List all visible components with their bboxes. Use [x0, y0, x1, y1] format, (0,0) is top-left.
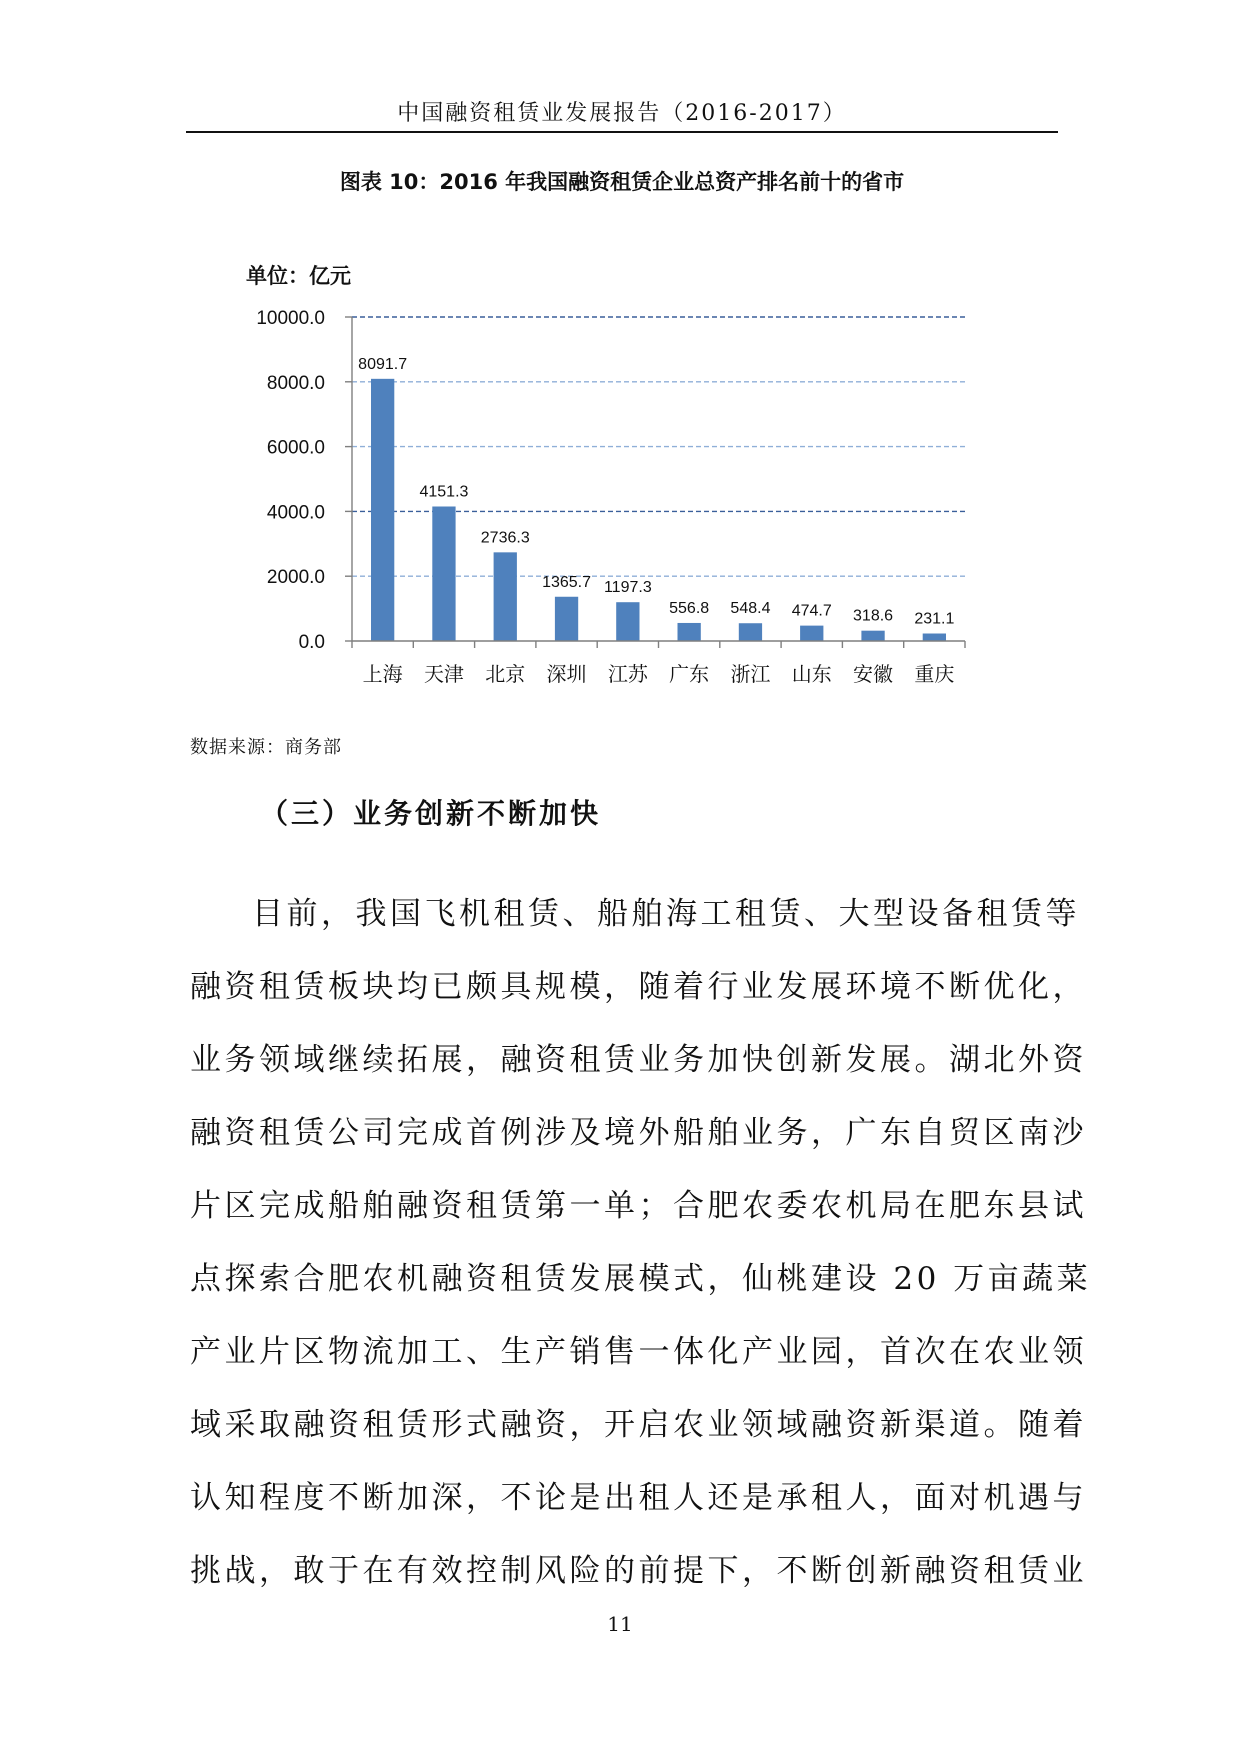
- bars: [371, 379, 946, 641]
- bar: [800, 626, 823, 641]
- bar: [861, 631, 884, 641]
- body-line: 片区完成船舶融资租赁第一单；合肥农委农机局在肥东县试: [190, 1188, 1087, 1224]
- x-category-label: 安徽: [853, 664, 894, 686]
- x-category-label: 浙江: [730, 664, 771, 686]
- running-header: 中国融资租赁业发展报告（2016-2017）: [397, 101, 847, 126]
- x-category-label: 山东: [791, 664, 832, 686]
- data-label: 231.1: [914, 610, 955, 628]
- data-source: 数据来源：商务部: [190, 737, 342, 758]
- body-line: 域采取融资租赁形式融资，开启农业领域融资新渠道。随着: [190, 1407, 1087, 1443]
- data-label: 556.8: [669, 599, 710, 617]
- x-category-label: 广东: [669, 664, 710, 686]
- body-line: 点探索合肥农机融资租赁发展模式，仙桃建设 20 万亩蔬菜: [190, 1261, 1092, 1297]
- body-line: 融资租赁板块均已颇具规模，随着行业发展环境不断优化，: [190, 969, 1087, 1005]
- body-line: 目前，我国飞机租赁、船舶海工租赁、大型设备租赁等: [252, 896, 1080, 932]
- x-category-label: 天津: [423, 664, 464, 686]
- y-tick-label: 6000.0: [266, 437, 325, 459]
- x-category-label: 重庆: [914, 664, 955, 686]
- data-label: 318.6: [853, 607, 894, 625]
- unit-label: 单位：亿元: [246, 265, 351, 288]
- data-label: 1197.3: [603, 579, 652, 597]
- section-heading: （三）业务创新不断加快: [260, 797, 602, 830]
- body-line: 产业片区物流加工、生产销售一体化产业园，首次在农业领: [190, 1334, 1087, 1370]
- body-line: 认知程度不断加深，不论是出租人还是承租人，面对机遇与: [190, 1480, 1087, 1516]
- bar: [371, 379, 394, 641]
- y-tick-label: 8000.0: [266, 372, 325, 394]
- data-label: 4151.3: [419, 483, 469, 501]
- body-line: 挑战，敢于在有效控制风险的前提下，不断创新融资租赁业: [190, 1553, 1087, 1589]
- y-tick-label: 0.0: [298, 632, 325, 653]
- x-category-label: 北京: [485, 664, 526, 686]
- y-tick-label: 2000.0: [266, 567, 325, 589]
- x-category-label: 上海: [362, 664, 403, 686]
- figure-title: 图表 10：2016 年我国融资租赁企业总资产排名前十的省市: [339, 170, 905, 194]
- bar-chart: [0, 0, 1240, 720]
- bar: [923, 634, 946, 641]
- data-label: 1365.7: [542, 573, 592, 591]
- data-label: 8091.7: [358, 355, 408, 373]
- bar: [739, 623, 762, 641]
- x-category-label: 深圳: [546, 664, 587, 686]
- page-number: 11: [607, 1612, 633, 1636]
- body-paragraph: [190, 878, 1092, 1608]
- y-tick-label: 4000.0: [266, 502, 325, 524]
- x-category-label: 江苏: [607, 664, 648, 686]
- bar: [616, 602, 639, 641]
- bar: [678, 623, 701, 641]
- body-line: 融资租赁公司完成首例涉及境外船舶业务，广东自贸区南沙: [190, 1115, 1087, 1151]
- data-label: 548.4: [730, 600, 771, 618]
- data-label: 2736.3: [480, 529, 530, 547]
- bar: [432, 506, 455, 641]
- bar: [494, 552, 517, 641]
- data-label: 474.7: [791, 602, 832, 620]
- body-line: 业务领域继续拓展，融资租赁业务加快创新发展。湖北外资: [190, 1042, 1087, 1078]
- y-tick-label: 10000.0: [256, 308, 325, 329]
- bar: [555, 597, 578, 641]
